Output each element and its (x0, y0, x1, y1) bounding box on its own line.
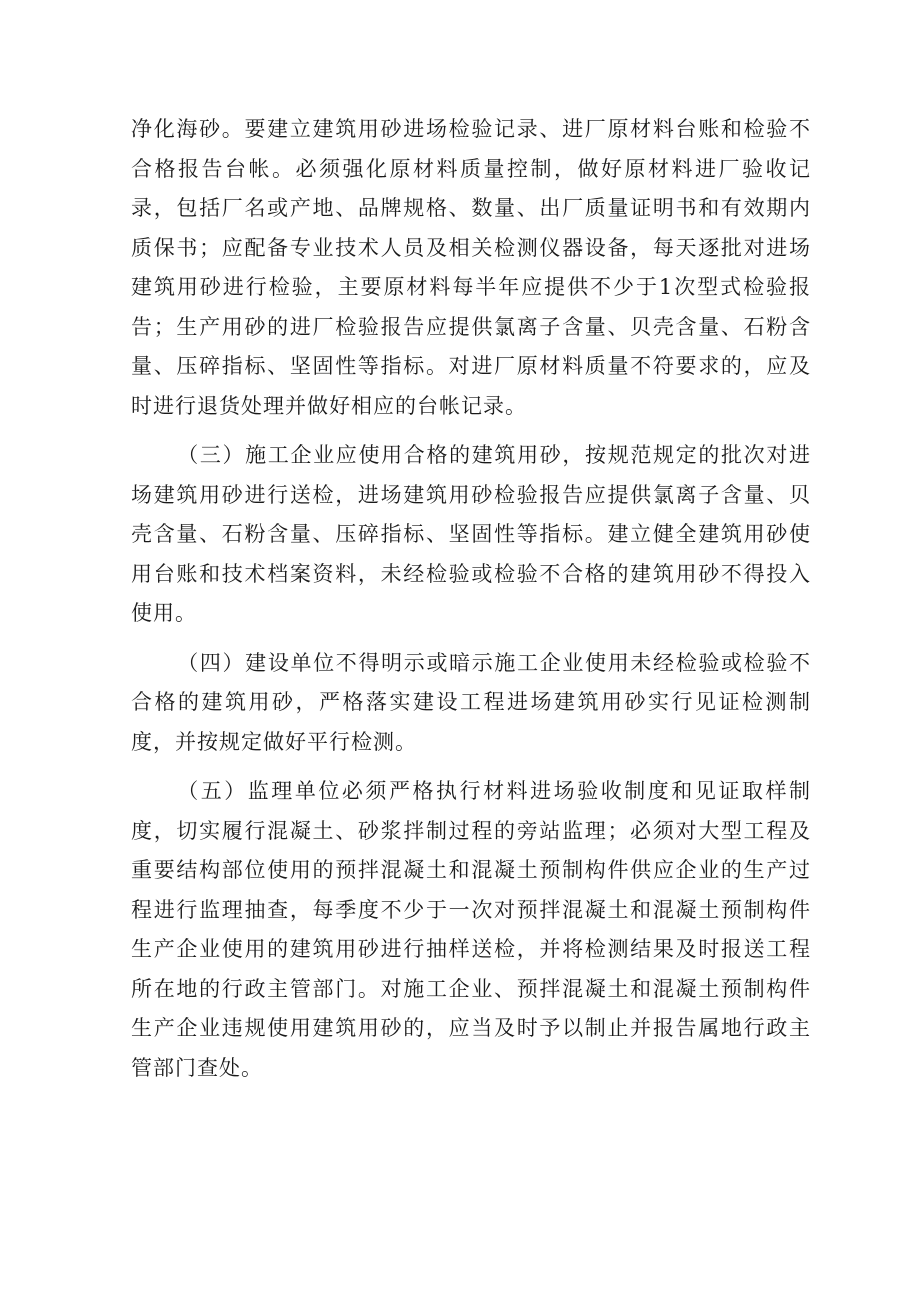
paragraph-item-5: （五）监理单位必须严格执行材料进场验收制度和见证取样制度，切实履行混凝土、砂浆拌制过程的旁站监理；必须对大型工程及重要结构部位使用的预拌混凝土和混凝土预制构件供应企业的生产过程进行监理抽查，每季度不少于一次对预拌混凝土和混凝土预制构件生产企业使用的建筑用砂进行抽样送检，并将检测结果及时报送工程所在地的行政主管部门。对施工企业、预拌混凝土和混凝土预制构件生产企业违规使用建筑用砂的，应当及时予以制止并报告属地行政主管部门查处。 (131, 779, 811, 1080)
paragraph-continuation: 净化海砂。要建立建筑用砂进场检验记录、进厂原材料台账和检验不合格报告台帐。必须强化原材料质量控制，做好原材料进厂验收记录，包括厂名或产地、品牌规格、数量、出厂质量证明书和有效期内质保书；应配备专业技术人员及相关检测仪器设备，每天逐批对进场建筑用砂进行检验，主要原材料每半年应提供不少于1次型式检验报告；生产用砂的进厂检验报告应提供氯离子含量、贝壳含量、石粉含量、压碎指标、坚固性等指标。对进厂原材料质量不符要求的，应及时进行退货处理并做好相应的台帐记录。 (131, 117, 811, 418)
document-body (131, 110, 811, 1098)
paragraph-item-4: （四）建设单位不得明示或暗示施工企业使用未经检验或检验不合格的建筑用砂，严格落实建设工程进场建筑用砂实行见证检测制度，并按规定做好平行检测。 (131, 650, 811, 754)
paragraph-item-3: （三）施工企业应使用合格的建筑用砂，按规范规定的批次对进场建筑用砂进行送检，进场建筑用砂检验报告应提供氯离子含量、贝壳含量、石粉含量、压碎指标、坚固性等指标。建立健全建筑用砂使用台账和技术档案资料，未经检验或检验不合格的建筑用砂不得投入使用。 (131, 443, 811, 625)
